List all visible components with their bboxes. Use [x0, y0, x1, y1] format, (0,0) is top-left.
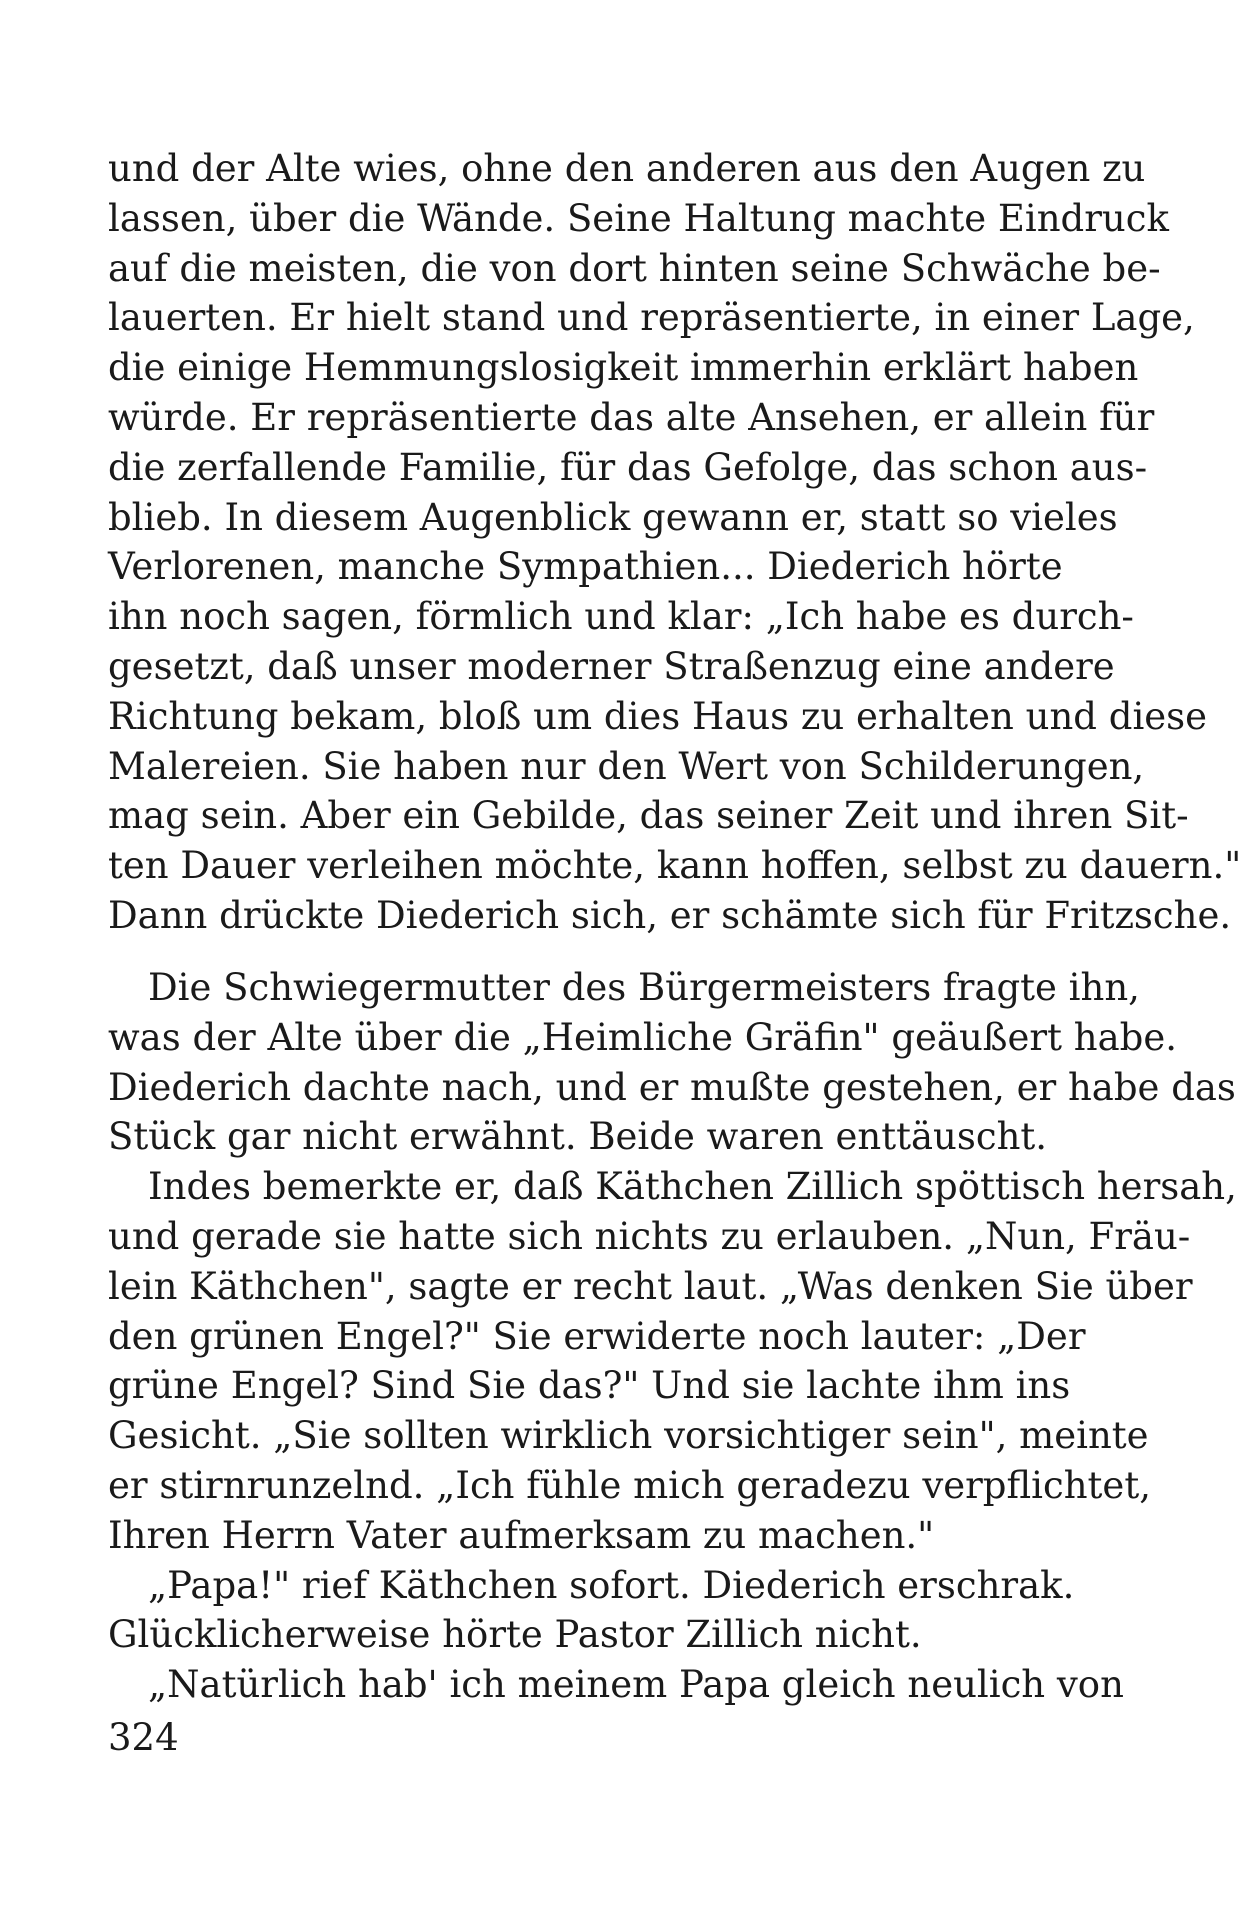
text-line: grüne Engel? Sind Sie das?" Und sie lachte ihm ins	[108, 1364, 1071, 1408]
paragraph	[108, 1162, 1237, 1560]
text-line: Malereien. Sie haben nur den Wert von Schilderungen,	[108, 744, 1145, 788]
text-line: Gesicht. „Sie sollten wirklich vorsichtiger sein", meinte	[108, 1414, 1149, 1458]
paragraph	[108, 1660, 1124, 1710]
text-line: die einige Hemmungslosigkeit immerhin erklärt haben	[108, 346, 1139, 390]
text-line: „Natürlich hab' ich meinem Papa gleich neulich von	[148, 1663, 1124, 1707]
text-line: Glücklicherweise hörte Pastor Zillich nicht.	[108, 1613, 922, 1657]
paragraph-continuation	[108, 144, 1241, 941]
text-line: lein Käthchen", sagte er recht laut. „Was denken Sie über	[108, 1264, 1193, 1308]
text-line: was der Alte über die „Heimliche Gräfin" geäußert habe.	[108, 1015, 1177, 1059]
paragraph	[108, 1561, 1075, 1661]
text-line: den grünen Engel?" Sie erwiderte noch lauter: „Der	[108, 1314, 1086, 1358]
text-line: gesetzt, daß unser moderner Straßenzug eine andere	[108, 644, 1115, 688]
text-line: lauerten. Er hielt stand und repräsentierte, in einer Lage,	[108, 296, 1195, 340]
text-line: die zerfallende Familie, für das Gefolge, das schon aus-	[108, 445, 1148, 489]
text-line: mag sein. Aber ein Gebilde, das seiner Zeit und ihren Sit-	[108, 794, 1189, 838]
text-line: Stück gar nicht erwähnt. Beide waren enttäuscht.	[108, 1115, 1048, 1159]
text-line: Indes bemerkte er, daß Käthchen Zillich spöttisch hersah,	[148, 1165, 1237, 1209]
paragraph	[108, 963, 1236, 1162]
paragraphs-after-break	[108, 963, 1237, 1710]
text-line: er stirnrunzelnd. „Ich fühle mich geradezu verpflichtet,	[108, 1463, 1151, 1507]
text-line: blieb. In diesem Augenblick gewann er, statt so vieles	[108, 495, 1118, 539]
text-line: Die Schwiegermutter des Bürgermeisters fragte ihn,	[148, 966, 1140, 1009]
text-line: Verlorenen, manche Sympathien... Diederich hörte	[108, 545, 1063, 589]
text-line: „Papa!" rief Käthchen sofort. Diederich erschrak.	[148, 1563, 1075, 1607]
text-line: Dann drückte Diederich sich, er schämte sich für Fritzsche.	[108, 893, 1232, 937]
text-line: Diederich dachte nach, und er mußte gestehen, er habe das	[108, 1065, 1236, 1109]
text-line: Richtung bekam, bloß um dies Haus zu erhalten und diese	[108, 694, 1208, 738]
text-line: lassen, über die Wände. Seine Haltung machte Eindruck	[108, 196, 1169, 240]
text-line: ten Dauer verleihen möchte, kann hoffen, selbst zu dauern."	[108, 844, 1241, 888]
text-line: würde. Er repräsentierte das alte Ansehen, er allein für	[108, 395, 1155, 439]
text-line: ihn noch sagen, förmlich und klar: „Ich habe es durch-	[108, 595, 1134, 639]
text-line: Ihren Herrn Vater aufmerksam zu machen."	[108, 1513, 935, 1557]
text-line: und gerade sie hatte sich nichts zu erlauben. „Nun, Fräu-	[108, 1214, 1191, 1258]
page-number: 324	[108, 1716, 179, 1759]
text-line: und der Alte wies, ohne den anderen aus den Augen zu	[108, 147, 1146, 190]
text-line: auf die meisten, die von dort hinten seine Schwäche be-	[108, 246, 1161, 290]
